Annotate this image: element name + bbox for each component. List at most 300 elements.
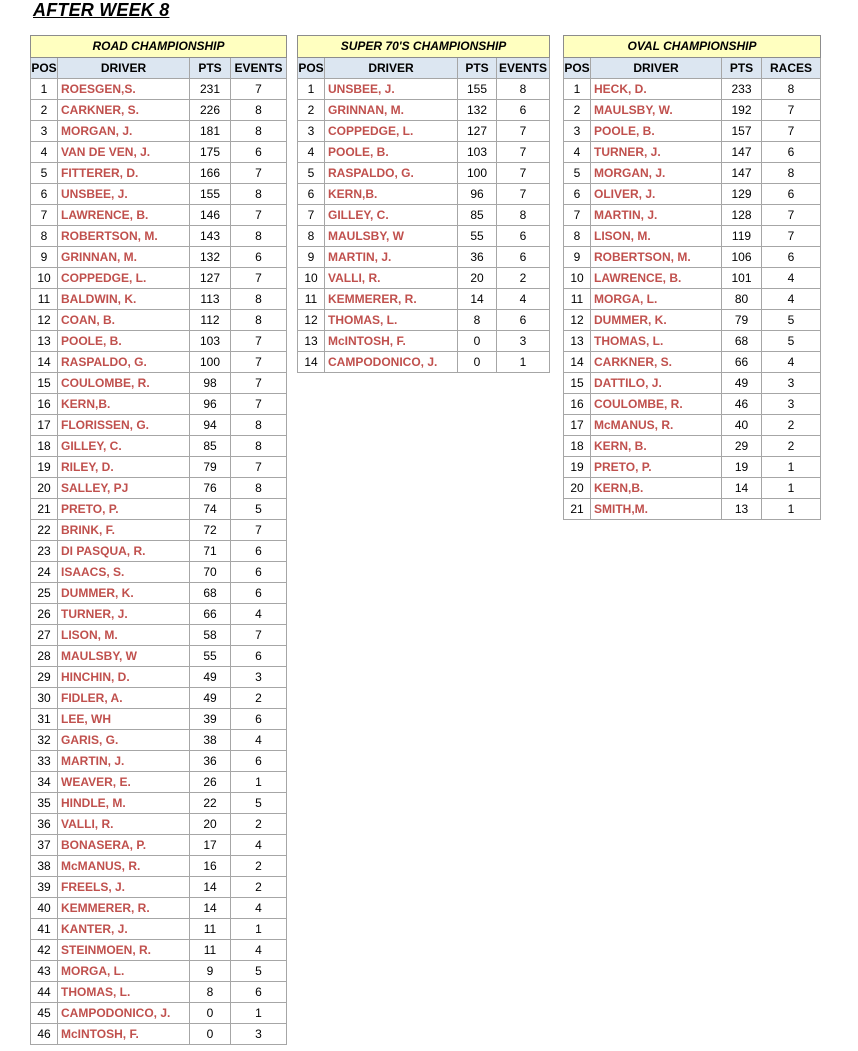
cell-pts: 22 [190,793,231,814]
cell-count: 4 [762,352,821,373]
table-row [31,814,287,835]
cell-count: 7 [231,625,287,646]
table-row [298,121,550,142]
cell-driver: LEE, WH [58,709,190,730]
cell-count: 8 [231,478,287,499]
cell-driver: GRINNAN, M. [325,100,458,121]
cell-pos: 16 [31,394,58,415]
cell-pts: 11 [190,919,231,940]
cell-driver: HINCHIN, D. [58,667,190,688]
cell-driver: DUMMER, K. [591,310,722,331]
cell-driver: TURNER, J. [591,142,722,163]
cell-count: 7 [231,457,287,478]
cell-count: 6 [231,982,287,1003]
cell-driver: GILLEY, C. [58,436,190,457]
cell-driver: KERN,B. [58,394,190,415]
column-header-pos: POS [564,58,591,79]
column-header-pos: POS [31,58,58,79]
cell-pts: 132 [190,247,231,268]
table-row [298,268,550,289]
cell-count: 6 [762,247,821,268]
cell-pos: 34 [31,772,58,793]
cell-count: 8 [231,289,287,310]
cell-pts: 0 [458,352,497,373]
cell-pts: 103 [190,331,231,352]
cell-pos: 14 [31,352,58,373]
cell-pts: 66 [722,352,762,373]
cell-pos: 12 [298,310,325,331]
cell-pos: 20 [564,478,591,499]
cell-pts: 96 [458,184,497,205]
table-row [31,751,287,772]
cell-count: 4 [231,604,287,625]
cell-pos: 5 [564,163,591,184]
cell-pts: 14 [190,898,231,919]
cell-count: 7 [231,352,287,373]
cell-pts: 128 [722,205,762,226]
cell-pts: 13 [722,499,762,520]
table-row [31,919,287,940]
cell-driver: MORGA, L. [58,961,190,982]
cell-pos: 28 [31,646,58,667]
cell-count: 1 [762,457,821,478]
cell-pts: 49 [190,667,231,688]
column-header-driver: DRIVER [58,58,190,79]
cell-pos: 9 [298,247,325,268]
cell-pts: 85 [190,436,231,457]
cell-driver: LAWRENCE, B. [591,268,722,289]
column-header-races: RACES [762,58,821,79]
cell-count: 2 [231,856,287,877]
cell-pos: 13 [31,331,58,352]
cell-pts: 80 [722,289,762,310]
cell-pts: 14 [722,478,762,499]
cell-pos: 10 [298,268,325,289]
road-championship-table [30,35,287,1045]
cell-pts: 19 [722,457,762,478]
cell-pts: 71 [190,541,231,562]
cell-pts: 72 [190,520,231,541]
cell-pts: 17 [190,835,231,856]
cell-pts: 68 [190,583,231,604]
cell-pts: 8 [458,310,497,331]
table-row [298,226,550,247]
cell-count: 3 [497,331,550,352]
table-row [564,415,821,436]
table-row [298,142,550,163]
cell-pts: 147 [722,142,762,163]
column-header-events: EVENTS [231,58,287,79]
cell-pts: 85 [458,205,497,226]
cell-count: 2 [762,436,821,457]
cell-pts: 20 [190,814,231,835]
cell-count: 4 [231,898,287,919]
cell-count: 4 [762,289,821,310]
cell-driver: SALLEY, PJ [58,478,190,499]
table-row [31,394,287,415]
cell-driver: CARKNER, S. [591,352,722,373]
cell-pts: 14 [190,877,231,898]
cell-pts: 46 [722,394,762,415]
table-row [31,625,287,646]
cell-pts: 112 [190,310,231,331]
cell-count: 4 [497,289,550,310]
cell-driver: McINTOSH, F. [58,1024,190,1045]
cell-pos: 15 [31,373,58,394]
cell-pos: 23 [31,541,58,562]
table-row [31,520,287,541]
cell-pts: 36 [190,751,231,772]
cell-driver: BONASERA, P. [58,835,190,856]
column-header-events: EVENTS [497,58,550,79]
cell-count: 2 [231,688,287,709]
cell-driver: PRETO, P. [591,457,722,478]
cell-count: 6 [231,562,287,583]
cell-pts: 36 [458,247,497,268]
cell-count: 1 [231,1003,287,1024]
cell-pos: 30 [31,688,58,709]
cell-driver: POOLE, B. [591,121,722,142]
table-row [31,289,287,310]
cell-pts: 8 [190,982,231,1003]
cell-count: 8 [231,121,287,142]
cell-driver: KERN,B. [325,184,458,205]
table-row [298,310,550,331]
table-row [31,142,287,163]
cell-pos: 12 [31,310,58,331]
cell-pos: 7 [31,205,58,226]
cell-count: 6 [762,184,821,205]
table-row [31,331,287,352]
table-row [31,583,287,604]
table-title: OVAL CHAMPIONSHIP [564,36,821,58]
cell-count: 7 [762,100,821,121]
cell-driver: COPPEDGE, L. [325,121,458,142]
cell-pts: 16 [190,856,231,877]
cell-pts: 175 [190,142,231,163]
table-row [564,121,821,142]
cell-pos: 39 [31,877,58,898]
cell-driver: RILEY, D. [58,457,190,478]
cell-count: 8 [497,205,550,226]
cell-count: 7 [231,205,287,226]
cell-driver: MORGAN, J. [58,121,190,142]
cell-pos: 13 [564,331,591,352]
super70-championship-table [297,35,550,373]
cell-pts: 147 [722,163,762,184]
cell-pos: 44 [31,982,58,1003]
cell-count: 6 [231,541,287,562]
cell-pts: 26 [190,772,231,793]
cell-driver: ROESGEN,S. [58,79,190,100]
cell-pts: 132 [458,100,497,121]
cell-count: 7 [231,163,287,184]
table-row [564,289,821,310]
cell-driver: MAULSBY, W. [591,100,722,121]
cell-driver: FLORISSEN, G. [58,415,190,436]
cell-pos: 22 [31,520,58,541]
cell-count: 5 [762,331,821,352]
table-row [31,373,287,394]
cell-count: 2 [762,415,821,436]
table-row [564,247,821,268]
cell-pos: 18 [564,436,591,457]
cell-driver: LISON, M. [58,625,190,646]
cell-pts: 55 [190,646,231,667]
cell-pos: 41 [31,919,58,940]
cell-driver: HINDLE, M. [58,793,190,814]
cell-count: 1 [497,352,550,373]
cell-pos: 11 [31,289,58,310]
cell-pos: 40 [31,898,58,919]
cell-pts: 143 [190,226,231,247]
cell-pos: 24 [31,562,58,583]
cell-pos: 15 [564,373,591,394]
cell-count: 3 [231,1024,287,1045]
cell-driver: THOMAS, L. [591,331,722,352]
cell-driver: ROBERTSON, M. [58,226,190,247]
cell-pts: 233 [722,79,762,100]
cell-pos: 9 [31,247,58,268]
cell-pos: 8 [31,226,58,247]
table-row [564,205,821,226]
table-row [564,478,821,499]
cell-driver: STEINMOEN, R. [58,940,190,961]
table-row [31,667,287,688]
column-header-driver: DRIVER [325,58,458,79]
table-row [298,289,550,310]
cell-pts: 231 [190,79,231,100]
cell-pos: 11 [298,289,325,310]
cell-pts: 106 [722,247,762,268]
cell-pts: 70 [190,562,231,583]
cell-pts: 9 [190,961,231,982]
cell-pos: 33 [31,751,58,772]
cell-count: 2 [497,268,550,289]
cell-pts: 127 [458,121,497,142]
table-row [298,247,550,268]
cell-pts: 29 [722,436,762,457]
cell-driver: DUMMER, K. [58,583,190,604]
table-row [31,436,287,457]
cell-driver: GRINNAN, M. [58,247,190,268]
table-row [31,100,287,121]
cell-count: 6 [497,226,550,247]
cell-pos: 3 [31,121,58,142]
cell-pos: 17 [564,415,591,436]
table-row [564,100,821,121]
table-row [31,205,287,226]
cell-pos: 38 [31,856,58,877]
cell-driver: KEMMERER, R. [325,289,458,310]
cell-driver: UNSBEE, J. [58,184,190,205]
table-row [31,163,287,184]
table-row [31,457,287,478]
cell-count: 8 [231,415,287,436]
table-row [564,331,821,352]
cell-count: 7 [497,163,550,184]
cell-count: 6 [231,646,287,667]
cell-pos: 37 [31,835,58,856]
table-row [31,688,287,709]
cell-driver: BRINK, F. [58,520,190,541]
cell-pts: 0 [458,331,497,352]
cell-driver: MARTIN, J. [591,205,722,226]
cell-driver: COAN, B. [58,310,190,331]
cell-count: 6 [231,709,287,730]
cell-pos: 4 [564,142,591,163]
cell-pos: 2 [298,100,325,121]
cell-pos: 4 [31,142,58,163]
table-row [31,940,287,961]
cell-pts: 226 [190,100,231,121]
cell-count: 7 [231,373,287,394]
cell-pos: 27 [31,625,58,646]
table-row [31,793,287,814]
cell-count: 5 [231,499,287,520]
cell-count: 3 [762,373,821,394]
cell-driver: THOMAS, L. [58,982,190,1003]
cell-pos: 5 [298,163,325,184]
table-row [31,709,287,730]
table-row [31,121,287,142]
table-row [298,163,550,184]
cell-driver: THOMAS, L. [325,310,458,331]
cell-count: 1 [762,499,821,520]
oval-championship-table [563,35,821,520]
table-row [31,646,287,667]
cell-pos: 10 [31,268,58,289]
cell-count: 7 [497,184,550,205]
table-row [564,457,821,478]
cell-pos: 36 [31,814,58,835]
cell-driver: VALLI, R. [58,814,190,835]
cell-pos: 32 [31,730,58,751]
table-row [564,352,821,373]
cell-pos: 13 [298,331,325,352]
cell-count: 6 [497,310,550,331]
cell-pos: 31 [31,709,58,730]
cell-driver: UNSBEE, J. [325,79,458,100]
cell-pos: 6 [298,184,325,205]
cell-count: 8 [497,79,550,100]
table-row [564,184,821,205]
cell-count: 7 [497,142,550,163]
table-row [31,226,287,247]
cell-driver: McMANUS, R. [58,856,190,877]
table-row [298,79,550,100]
cell-count: 4 [231,940,287,961]
cell-pts: 55 [458,226,497,247]
cell-pts: 11 [190,940,231,961]
column-header-pts: PTS [458,58,497,79]
cell-driver: RASPALDO, G. [58,352,190,373]
cell-count: 7 [231,268,287,289]
cell-count: 4 [762,268,821,289]
cell-pos: 3 [298,121,325,142]
cell-pts: 166 [190,163,231,184]
table-row [564,436,821,457]
cell-driver: POOLE, B. [325,142,458,163]
column-header-pts: PTS [190,58,231,79]
cell-count: 8 [762,79,821,100]
table-row [31,877,287,898]
cell-driver: SMITH,M. [591,499,722,520]
cell-count: 6 [497,247,550,268]
table-row [564,268,821,289]
cell-pos: 2 [31,100,58,121]
column-header-pts: PTS [722,58,762,79]
cell-pos: 1 [31,79,58,100]
cell-driver: HECK, D. [591,79,722,100]
table-row [31,184,287,205]
cell-driver: CAMPODONICO, J. [325,352,458,373]
cell-pos: 3 [564,121,591,142]
cell-count: 3 [762,394,821,415]
cell-count: 7 [231,394,287,415]
table-row [31,982,287,1003]
cell-pts: 79 [190,457,231,478]
cell-driver: CARKNER, S. [58,100,190,121]
cell-pos: 1 [564,79,591,100]
cell-count: 7 [231,79,287,100]
cell-driver: MAULSBY, W [58,646,190,667]
cell-driver: ISAACS, S. [58,562,190,583]
table-row [298,184,550,205]
cell-pts: 39 [190,709,231,730]
cell-driver: TURNER, J. [58,604,190,625]
column-header-pos: POS [298,58,325,79]
cell-count: 6 [497,100,550,121]
cell-driver: McINTOSH, F. [325,331,458,352]
table-row [564,142,821,163]
table-row [564,499,821,520]
cell-driver: KANTER, J. [58,919,190,940]
cell-count: 3 [231,667,287,688]
cell-pos: 8 [298,226,325,247]
cell-count: 7 [762,205,821,226]
cell-count: 7 [762,226,821,247]
cell-pos: 7 [564,205,591,226]
cell-pos: 14 [298,352,325,373]
cell-pos: 19 [564,457,591,478]
cell-driver: FIDLER, A. [58,688,190,709]
cell-count: 2 [231,814,287,835]
table-row [564,226,821,247]
cell-pts: 49 [722,373,762,394]
cell-driver: KERN,B. [591,478,722,499]
cell-count: 8 [231,184,287,205]
cell-driver: FREELS, J. [58,877,190,898]
cell-pos: 25 [31,583,58,604]
cell-pos: 17 [31,415,58,436]
cell-count: 8 [231,100,287,121]
cell-pos: 29 [31,667,58,688]
cell-pos: 42 [31,940,58,961]
cell-pos: 6 [564,184,591,205]
cell-pos: 10 [564,268,591,289]
cell-driver: ROBERTSON, M. [591,247,722,268]
table-row [31,310,287,331]
table-row [31,1024,287,1045]
table-row [31,961,287,982]
cell-pts: 100 [458,163,497,184]
cell-driver: BALDWIN, K. [58,289,190,310]
cell-pos: 4 [298,142,325,163]
cell-pos: 21 [31,499,58,520]
cell-driver: LISON, M. [591,226,722,247]
cell-count: 6 [231,751,287,772]
